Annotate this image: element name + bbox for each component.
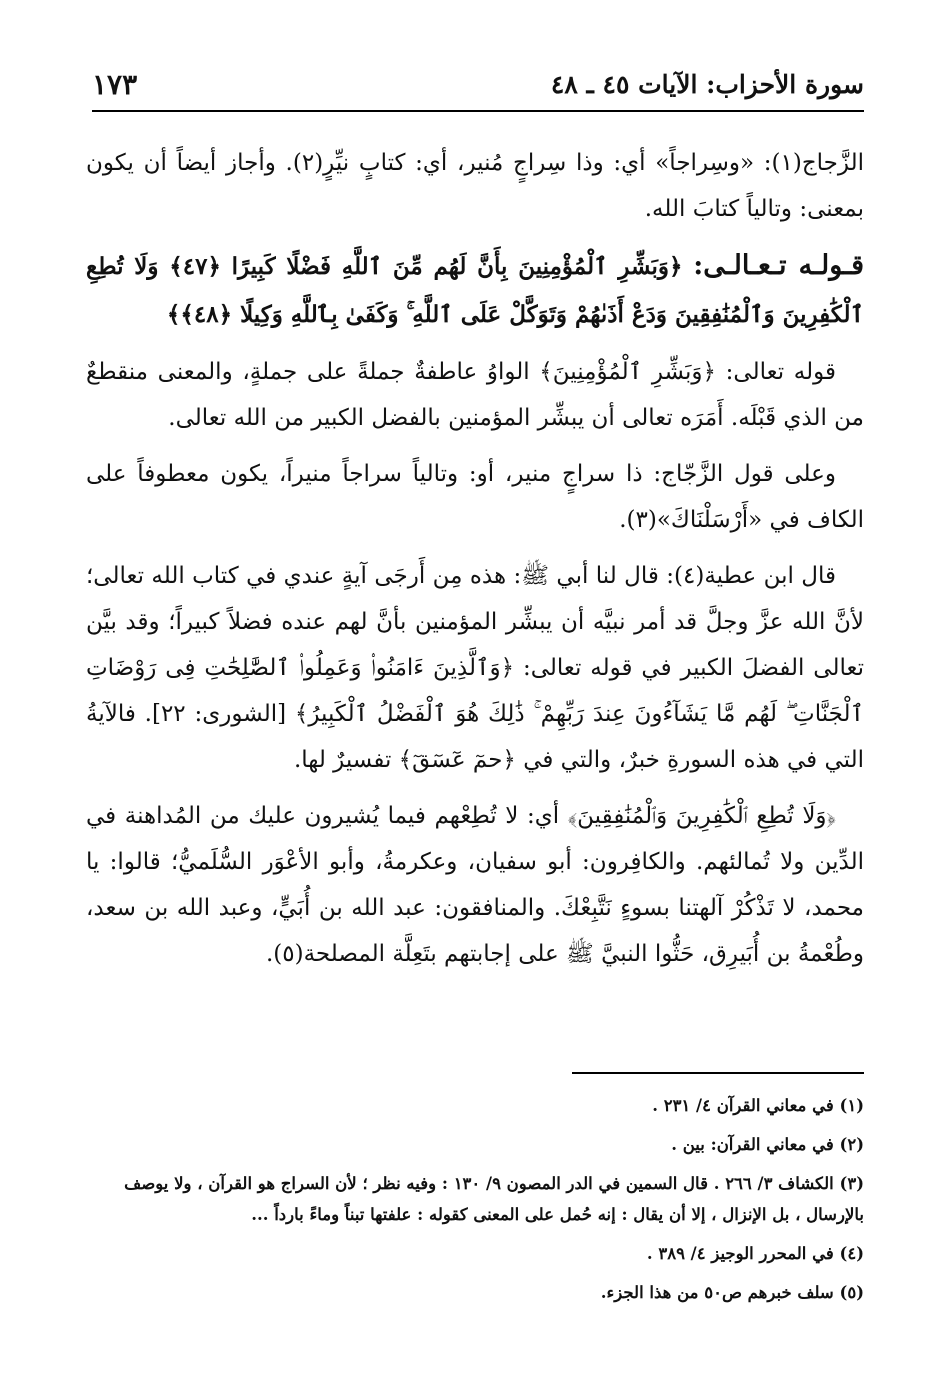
- footnote-5: (٥) سلف خبرهم ص٥٠ من هذا الجزء.: [600, 1283, 864, 1302]
- main-text: [86, 140, 864, 987]
- running-header: [92, 66, 864, 112]
- footnotes: [86, 1090, 864, 1316]
- quran-verse-block: [86, 242, 864, 339]
- page-number: ١٧٣: [92, 68, 138, 101]
- verse-text: ﴿وَبَشِّرِ ٱلْمُؤْمِنِينَ بِأَنَّ لَهُم مِّنَ ٱللَّهِ فَضْلًا كَبِيرًا ﴿٤٧﴾ وَلَا تُطِعِ ٱلْكَٰفِرِينَ وَٱلْمُنَٰفِقِينَ وَدَعْ أَذَىٰهُمْ وَتَوَكَّلْ عَلَى ٱللَّهِ ۚ وَكَفَىٰ بِٱللَّهِ وَكِيلًا ﴿٤٨﴾﴾: [86, 253, 864, 328]
- paragraph-5: ﴿وَلَا تُطِعِ ٱلْكَٰفِرِينَ وَٱلْمُنَٰفِقِينَ﴾ أي: لا تُطِعْهم فيما يُشيرون عليك من المُداهنة في الدِّين ولا تُمالئهم. والكافِرون: أبو سفيان، وعكرمةُ، وأبو الأعْوَر السُّلَميُّ؛ قالوا: يا محمد، لا تَذْكُرْ آلهتنا بسوءٍ نَتَّبِعْكَ. والمنافقون: عبد الله بن أُبَيٍّ، وعبد الله بن سعد، وطُعْمةُ بن أُبَيرِق، حَثُّوا النبيَّ ﷺ على إجابتهم بتَعِلَّة المصلحة(٥).: [86, 803, 864, 967]
- footnote-1: (١) في معاني القرآن ٤/ ٢٣١ .: [652, 1096, 864, 1115]
- footnote-3: (٣) الكشاف ٣/ ٢٦٦ . قال السمين في الدر المصون ٩/ ١٣٠ : وفيه نظر ؛ لأن السراج هو القرآن ، ولا يوصف بالإرسال ، بل الإنزال ، إلا أن يقال : إنه حُمل على المعنى كقوله : علفتها تبناً وماءً بارداً ...: [124, 1174, 864, 1224]
- verse-lead: قـولـه تـعـالـى:: [693, 250, 864, 281]
- paragraph-3: وعلى قول الزَّجّاج: ذا سراجٍ منير، أو: وتالياً سراجاً منيراً، يكون معطوفاً على الكاف في «أَرْسَلْنَاكَ»(٣).: [86, 461, 864, 533]
- footnote-2: (٢) في معاني القرآن: بين .: [671, 1135, 864, 1154]
- footnote-4: (٤) في المحرر الوجيز ٤/ ٣٨٩ .: [646, 1244, 864, 1263]
- footnote-separator: [572, 1072, 864, 1074]
- paragraph-1: الزَّجاج(١): «وسِراجاً» أي: وذا سِراجٍ مُنير، أي: كتابٍ نيِّرٍ(٢). وأجاز أيضاً أن يكون بمعنى: وتالياً كتابَ الله.: [86, 150, 864, 222]
- paragraph-2: قوله تعالى: ﴿وَبَشِّرِ ٱلْمُؤْمِنِينَ﴾ الواوُ عاطفةٌ جملةً على جملةٍ، والمعنى منقطعٌ من الذي قَبْلَه. أَمَرَه تعالى أن يبشِّر المؤمنين بالفضل الكبير من الله تعالى.: [86, 359, 864, 431]
- chapter-title: سورة الأحزاب: الآيات ٤٥ ـ ٤٨: [550, 70, 864, 99]
- paragraph-4: قال ابن عطية(٤): قال لنا أبي ﷺ: هذه مِن أَرجَى آيةٍ عندي في كتاب الله تعالى؛ لأنَّ الله عزَّ وجلَّ قد أمر نبيَّه أن يبشِّر المؤمنين بأنَّ لهم عنده فضلاً كبيراً؛ وقد بيَّن تعالى الفضلَ الكبير في قوله تعالى: ﴿وَٱلَّذِينَ ءَامَنُوا۟ وَعَمِلُوا۟ ٱلصَّٰلِحَٰتِ فِى رَوْضَاتِ ٱلْجَنَّاتِ ۖ لَهُم مَّا يَشَآءُونَ عِندَ رَبِّهِمْ ۚ ذَٰلِكَ هُوَ ٱلْفَضْلُ ٱلْكَبِيرُ﴾ [الشورى: ٢٢]. فالآيةُ التي في هذه السورةِ خبرٌ، والتي في ﴿حمٓ عٓسٓقٓ﴾ تفسيرٌ لها.: [86, 563, 864, 773]
